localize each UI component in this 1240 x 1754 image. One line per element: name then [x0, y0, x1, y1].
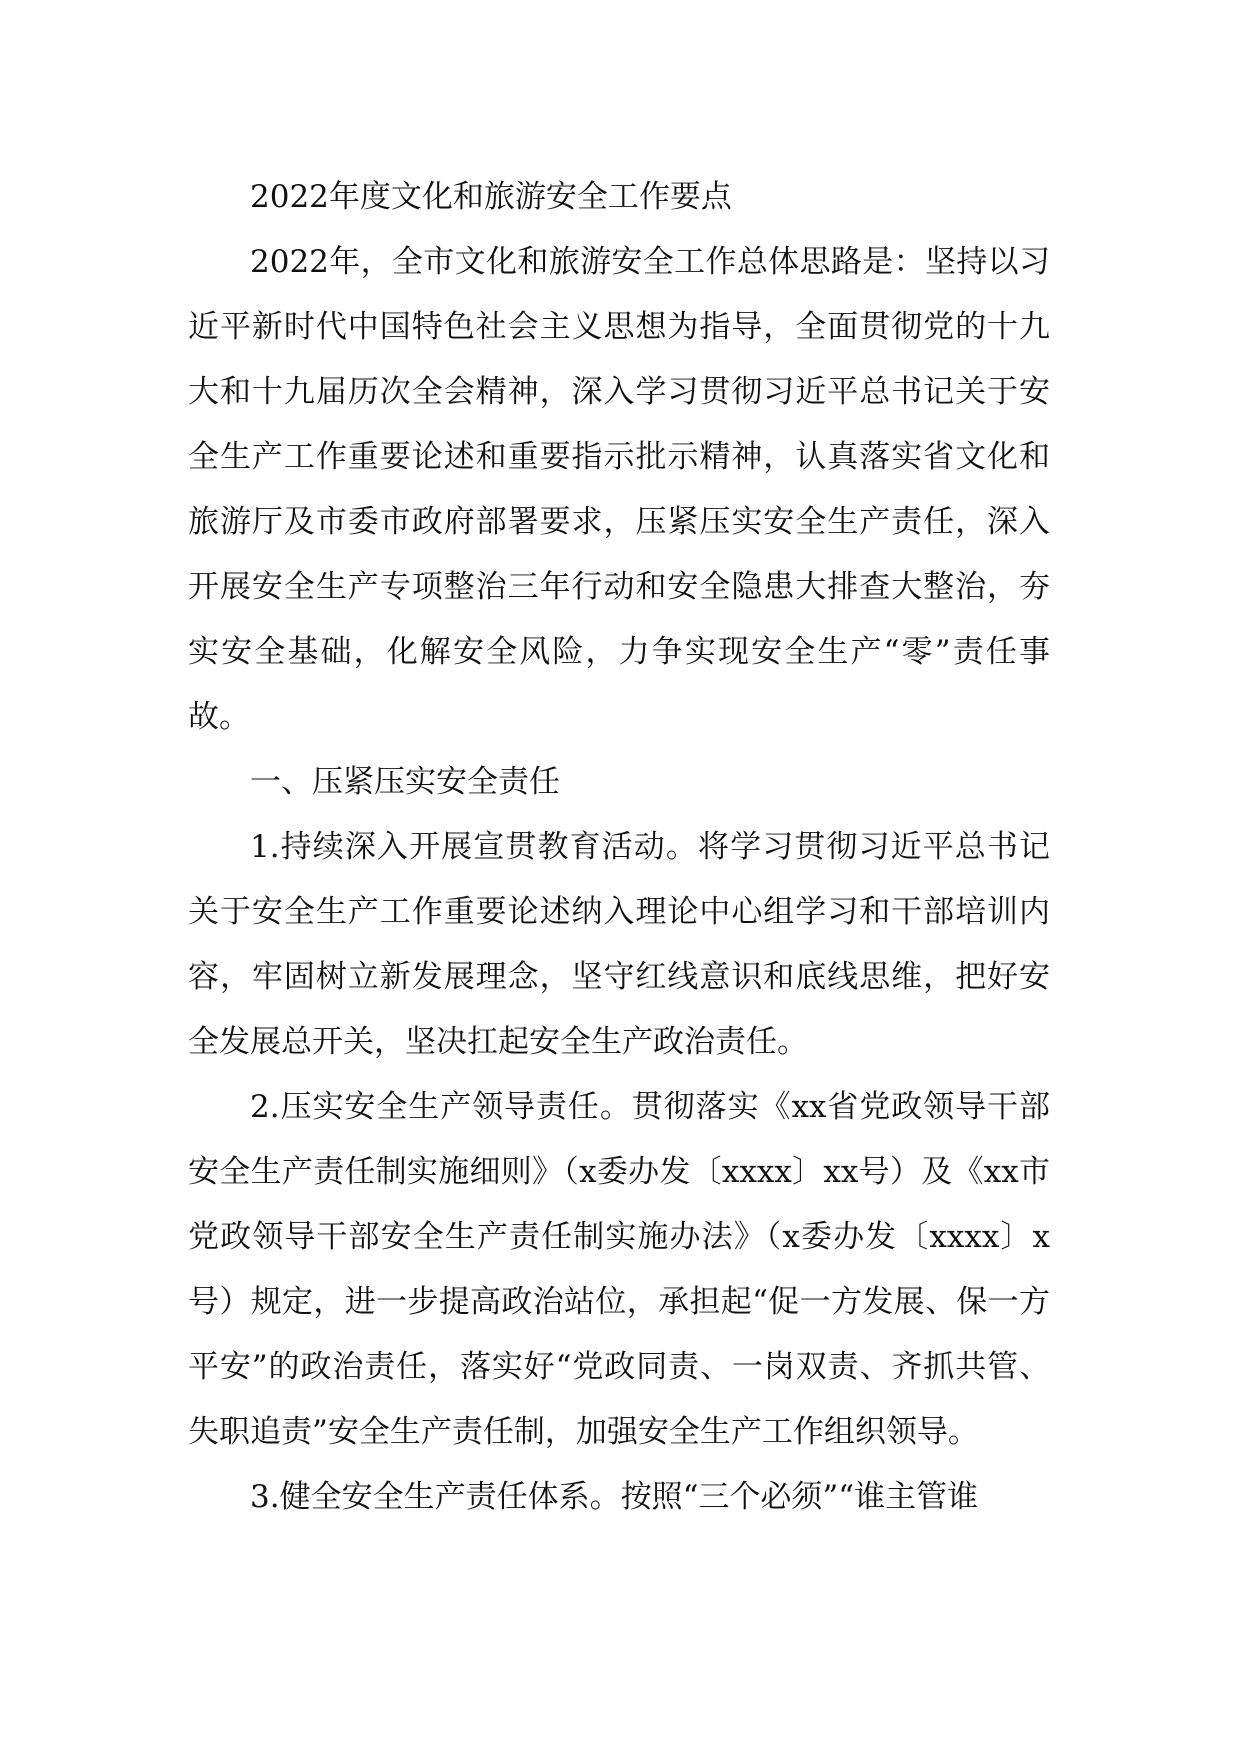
paragraph-item-2: 2.压实安全生产领导责任。贯彻落实《xx省党政领导干部安全生产责任制实施细则》（x委办发〔xxxx〕xx号）及《xx市党政领导干部安全生产责任制实施办法》（x委办发〔xxxx〕x号）规定，进一步提高政治站位，承担起“促一方发展、保一方平安”的政治责任，落实好“党政同责、一岗双责、齐抓共管、失职追责”安全生产责任制，加强安全生产工作组织领导。 — [188, 1089, 1051, 1450]
document-title: 2022年度文化和旅游安全工作要点 — [250, 179, 732, 215]
document-body — [188, 165, 1050, 1530]
section-heading-1: 一、压紧压实安全责任 — [250, 764, 560, 800]
paragraph-item-1: 1.持续深入开展宣贯教育活动。将学习贯彻习近平总书记关于安全生产工作重要论述纳入理论中心组学习和干部培训内容，牢固树立新发展理念，坚守红线意识和底线思维，把好安全发展总开关，坚决扛起安全生产政治责任。 — [188, 829, 1050, 1060]
paragraph-item-3: 3.健全安全生产责任体系。按照“三个必须”“谁主管谁 — [250, 1479, 979, 1515]
paragraph-overview: 2022年，全市文化和旅游安全工作总体思路是：坚持以习近平新时代中国特色社会主义思想为指导，全面贯彻党的十九大和十九届历次全会精神，深入学习贯彻习近平总书记关于安全生产工作重要论述和重要指示批示精神，认真落实省文化和旅游厅及市委市政府部署要求，压紧压实安全生产责任，深入开展安全生产专项整治三年行动和安全隐患大排查大整治，夯实安全基础，化解安全风险，力争实现安全生产“零”责任事故。 — [188, 244, 1050, 735]
